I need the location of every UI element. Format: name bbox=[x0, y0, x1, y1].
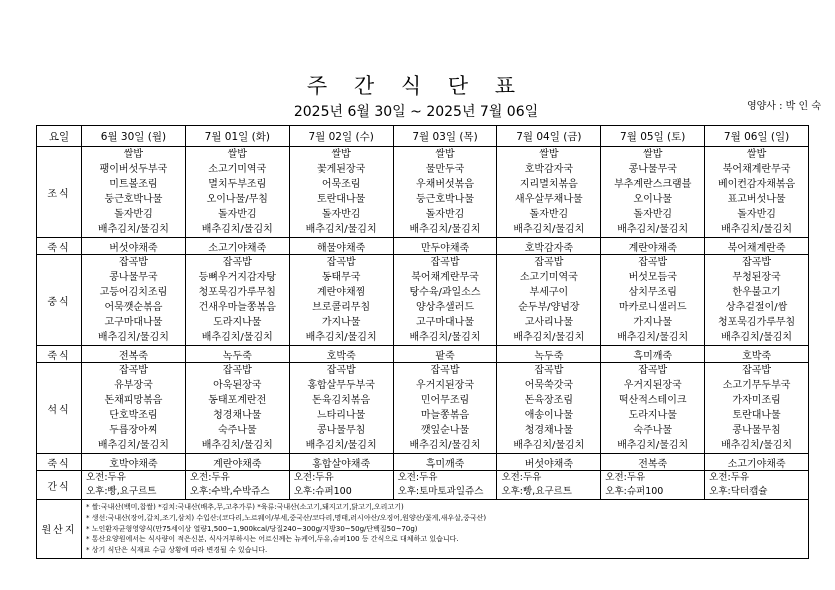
menu-item: 돌자반김 bbox=[737, 209, 776, 220]
menu-item: 어묵조림 bbox=[321, 179, 361, 190]
menu-item: 무청된장국 bbox=[732, 272, 781, 283]
menu-item: 소고기미역국 bbox=[208, 164, 267, 175]
menu-item: 가지나물 bbox=[321, 317, 361, 328]
menu-item: 쌀밥 bbox=[643, 149, 663, 160]
day-header-mon: 6월 30일 (월) bbox=[82, 126, 186, 147]
menu-item: 어묵깻순볶음 bbox=[104, 302, 163, 313]
menu-item: 배추김치/물김치 bbox=[617, 440, 689, 451]
menu-item: 잡곡밥 bbox=[742, 365, 772, 376]
origin-line: * 쌀:국내산(백미,찹쌀) *김치:국내산(배추,무,고추가루) *육류:국내산(소고기,돼지고기,닭고기,오리고기) bbox=[86, 503, 404, 511]
snack-item: 오후:슈퍼100 bbox=[605, 486, 664, 497]
snack-item: 오전:두유 bbox=[605, 472, 646, 483]
menu-item: 돌자반김 bbox=[217, 209, 257, 220]
weekly-menu-table bbox=[36, 125, 809, 559]
menu-cell bbox=[185, 255, 289, 346]
menu-item: 배추김치/물김치 bbox=[721, 332, 793, 343]
menu-item: 탕수육/과일소스 bbox=[409, 287, 481, 298]
menu-item: 잡곡밥 bbox=[638, 257, 668, 268]
menu-cell bbox=[601, 363, 705, 454]
menu-item: 둥근호박나물 bbox=[416, 194, 474, 205]
menu-item: 민어무조림 bbox=[420, 395, 470, 406]
menu-item: 토란대나물 bbox=[732, 410, 781, 421]
menu-item: 양상추샐러드 bbox=[416, 302, 474, 313]
menu-item: 청경채나물 bbox=[213, 410, 262, 421]
menu-item: 배추김치/물김치 bbox=[409, 224, 481, 235]
menu-item: 배추김치/물김치 bbox=[201, 224, 273, 235]
porridge-row bbox=[37, 454, 809, 471]
date-range: 2025년 6월 30일 ~ 2025년 7월 06일 bbox=[293, 104, 539, 120]
menu-item: 브로콜리무침 bbox=[312, 302, 371, 313]
menu-item: 느타리나물 bbox=[316, 410, 366, 421]
porridge-cell: 녹두죽 bbox=[497, 346, 601, 363]
snack-cell bbox=[393, 471, 497, 500]
menu-item: 마늘쫑볶음 bbox=[420, 410, 470, 421]
menu-item: 쌀밥 bbox=[227, 149, 247, 160]
menu-item: 버섯모듬국 bbox=[628, 272, 677, 283]
menu-item: 유부장국 bbox=[114, 380, 153, 391]
porridge-cell: 호박야채죽 bbox=[82, 454, 186, 471]
menu-item: 두릅장아찌 bbox=[109, 425, 158, 436]
menu-cell bbox=[185, 147, 289, 238]
porridge-cell: 흑미깨죽 bbox=[393, 454, 497, 471]
menu-item: 쌀밥 bbox=[435, 149, 455, 160]
menu-item: 애송이나물 bbox=[524, 410, 574, 421]
porridge-label: 죽식 bbox=[37, 238, 82, 255]
menu-item: 깻잎순나물 bbox=[420, 425, 470, 436]
menu-item: 숙주나물 bbox=[217, 425, 257, 436]
snack-item: 오후:빵,요구르트 bbox=[86, 486, 157, 497]
menu-cell bbox=[82, 363, 186, 454]
menu-cell bbox=[82, 255, 186, 346]
menu-item: 쌀밥 bbox=[123, 149, 144, 160]
menu-item: 순두부/양념장 bbox=[518, 302, 580, 313]
menu-item: 동태포계란전 bbox=[208, 395, 267, 406]
porridge-cell: 계란야채죽 bbox=[601, 238, 705, 255]
snack-item: 오후:토마토과일쥬스 bbox=[397, 486, 484, 497]
menu-item: 고사리나물 bbox=[524, 317, 574, 328]
snack-item: 오전:두유 bbox=[189, 472, 230, 483]
menu-item: 가자미조림 bbox=[732, 395, 781, 406]
porridge-cell: 만두야채죽 bbox=[393, 238, 497, 255]
porridge-cell: 북어채계란죽 bbox=[705, 238, 809, 255]
porridge-cell: 버섯야채죽 bbox=[82, 238, 186, 255]
menu-item: 우거지된장국 bbox=[416, 380, 474, 391]
snack-item: 오후:닥터캡슐 bbox=[709, 486, 768, 497]
porridge-cell: 홍합살야채죽 bbox=[289, 454, 393, 471]
menu-cell bbox=[497, 363, 601, 454]
porridge-cell: 전복죽 bbox=[82, 346, 186, 363]
origin-line: * 상기 식단은 식재료 수급 상황에 따라 변경될 수 있습니다. bbox=[86, 546, 268, 555]
menu-item: 청포묵김가루무침 bbox=[198, 287, 276, 298]
menu-item: 쌀밥 bbox=[331, 149, 351, 160]
menu-item: 돌자반김 bbox=[633, 209, 673, 220]
menu-item: 토란대나물 bbox=[316, 194, 366, 205]
snack-cell bbox=[185, 471, 289, 500]
menu-item: 돌자반김 bbox=[321, 209, 361, 220]
porridge-cell: 소고기야채죽 bbox=[185, 238, 289, 255]
snack-item: 오전:두유 bbox=[86, 472, 126, 483]
porridge-cell: 버섯야채죽 bbox=[497, 454, 601, 471]
menu-item: 잡곡밥 bbox=[222, 257, 252, 268]
menu-item: 새우살무채나물 bbox=[515, 194, 583, 205]
breakfast-label: 조식 bbox=[37, 147, 82, 238]
menu-item: 배추김치/물김치 bbox=[305, 332, 377, 343]
snack-cell bbox=[705, 471, 809, 500]
snack-cell bbox=[601, 471, 705, 500]
origin-label: 원산지 bbox=[37, 500, 82, 559]
menu-cell bbox=[393, 147, 497, 238]
menu-item: 배추김치/물김치 bbox=[97, 440, 169, 451]
menu-cell bbox=[705, 363, 809, 454]
menu-item: 배추김치/물김치 bbox=[513, 224, 585, 235]
menu-item: 잡곡밥 bbox=[222, 365, 252, 376]
menu-cell bbox=[705, 255, 809, 346]
menu-item: 호박감자국 bbox=[524, 164, 574, 175]
menu-item: 잡곡밥 bbox=[118, 365, 148, 376]
menu-item: 배추김치/물김치 bbox=[201, 440, 273, 451]
menu-item: 오이나물 bbox=[633, 194, 673, 205]
menu-item: 고구마대나물 bbox=[416, 317, 474, 328]
menu-item: 배추김치/물김치 bbox=[97, 332, 169, 343]
origin-line: * 노인환자균형영양식(만75세이상 열량1,500~1,900kcal/당질240~300g/지방30~50g/단백질50~70g) bbox=[86, 524, 418, 533]
menu-item: 단호박조림 bbox=[109, 410, 158, 421]
breakfast-row bbox=[37, 147, 809, 238]
snack-item: 오전:두유 bbox=[293, 472, 334, 483]
menu-item: 등뼈우거지감자탕 bbox=[198, 272, 276, 283]
porridge-row bbox=[37, 238, 809, 255]
menu-item: 돈육김치볶음 bbox=[312, 395, 371, 406]
menu-item: 동태무국 bbox=[321, 272, 361, 283]
menu-item: 소고기무두부국 bbox=[722, 380, 791, 391]
day-header-sat: 7월 05일 (토) bbox=[601, 126, 705, 147]
menu-cell bbox=[82, 147, 186, 238]
menu-cell bbox=[497, 147, 601, 238]
menu-item: 잡곡밥 bbox=[638, 365, 668, 376]
menu-cell bbox=[393, 255, 497, 346]
day-corner-label: 요일 bbox=[37, 126, 82, 147]
menu-item: 숙주나물 bbox=[633, 425, 673, 436]
menu-item: 마카로니샐러드 bbox=[618, 302, 687, 313]
lunch-row bbox=[37, 255, 809, 346]
menu-item: 배추김치/물김치 bbox=[97, 224, 169, 235]
snack-row bbox=[37, 471, 809, 500]
porridge-cell: 호박감자죽 bbox=[497, 238, 601, 255]
menu-item: 배추김치/물김치 bbox=[513, 440, 585, 451]
menu-item: 지리멸치볶음 bbox=[519, 179, 578, 190]
menu-cell bbox=[393, 363, 497, 454]
lunch-label: 중식 bbox=[37, 255, 82, 346]
menu-item: 잡곡밥 bbox=[430, 257, 460, 268]
menu-cell bbox=[289, 255, 393, 346]
menu-item: 배추김치/물김치 bbox=[721, 224, 793, 235]
day-header-wed: 7월 02일 (수) bbox=[289, 126, 393, 147]
day-header-row bbox=[37, 126, 809, 147]
menu-item: 부추계란스크램블 bbox=[614, 179, 692, 190]
porridge-row bbox=[37, 346, 809, 363]
menu-item: 잡곡밥 bbox=[118, 257, 148, 268]
day-header-tue: 7월 01일 (화) bbox=[185, 126, 289, 147]
porridge-cell: 흑미깨죽 bbox=[601, 346, 705, 363]
snack-item: 오후:빵,요구르트 bbox=[501, 486, 572, 497]
menu-item: 배추김치/물김치 bbox=[201, 332, 273, 343]
menu-item: 미트볼조림 bbox=[109, 179, 158, 190]
menu-item: 배추김치/물김치 bbox=[617, 224, 689, 235]
menu-cell bbox=[289, 363, 393, 454]
porridge-label: 죽식 bbox=[37, 346, 82, 363]
menu-item: 잡곡밥 bbox=[534, 257, 564, 268]
menu-cell bbox=[601, 147, 705, 238]
menu-item: 홍합살무두부국 bbox=[307, 380, 375, 391]
porridge-cell: 팥죽 bbox=[393, 346, 497, 363]
menu-item: 가지나물 bbox=[633, 317, 673, 328]
menu-item: 배추김치/물김치 bbox=[721, 440, 793, 451]
porridge-cell: 계란야채죽 bbox=[185, 454, 289, 471]
menu-item: 쌀밥 bbox=[539, 149, 559, 160]
origin-notes bbox=[82, 500, 809, 559]
menu-item: 청경채나물 bbox=[524, 425, 574, 436]
menu-item: 도라지나물 bbox=[213, 317, 262, 328]
origin-line: * 통산요양원에서는 식사량이 적은신분, 식사거부하시는 어르신께는 뉴케어,두유,슈퍼100 등 간식으로 대체하고 있습니다. bbox=[86, 535, 459, 544]
menu-item: 돌자반김 bbox=[529, 209, 569, 220]
page-title: 주 간 식 단 표 bbox=[306, 74, 526, 98]
menu-item: 어묵쑥갓국 bbox=[524, 380, 574, 391]
menu-item: 아욱된장국 bbox=[213, 380, 262, 391]
menu-item: 배추김치/물김치 bbox=[409, 440, 481, 451]
menu-item: 배추김치/물김치 bbox=[617, 332, 689, 343]
menu-item: 부세구이 bbox=[529, 287, 569, 298]
menu-item: 둥근호박나물 bbox=[104, 194, 163, 205]
snack-cell bbox=[289, 471, 393, 500]
menu-item: 콩나물무국 bbox=[628, 164, 677, 175]
menu-item: 꽃게된장국 bbox=[316, 164, 366, 175]
menu-cell bbox=[289, 147, 393, 238]
nutritionist-name: 영양사 : 박 인 숙 bbox=[746, 101, 821, 112]
dinner-row bbox=[37, 363, 809, 454]
day-header-fri: 7월 04일 (금) bbox=[497, 126, 601, 147]
porridge-cell: 전복죽 bbox=[601, 454, 705, 471]
menu-item: 물만두국 bbox=[425, 164, 465, 175]
menu-item: 소고기미역국 bbox=[519, 272, 578, 283]
porridge-cell: 녹두죽 bbox=[185, 346, 289, 363]
menu-item: 돈육장조림 bbox=[524, 395, 574, 406]
menu-item: 한우불고기 bbox=[732, 287, 781, 298]
menu-item: 북어채계란무국 bbox=[722, 164, 791, 175]
snack-item: 오전:두유 bbox=[397, 472, 438, 483]
menu-item: 팽이버섯두부국 bbox=[99, 164, 168, 175]
menu-item: 오이나물/무침 bbox=[206, 194, 268, 205]
menu-item: 떡산적스테이크 bbox=[618, 395, 687, 406]
origin-row bbox=[37, 500, 809, 559]
menu-item: 청포묵김가루무침 bbox=[717, 317, 796, 328]
porridge-cell: 호박죽 bbox=[705, 346, 809, 363]
menu-item: 고등어김치조림 bbox=[99, 287, 168, 298]
menu-item: 쌀밥 bbox=[746, 149, 767, 160]
menu-item: 베이컨감자채볶음 bbox=[717, 179, 796, 190]
menu-item: 상추겉절이/쌈 bbox=[725, 302, 788, 313]
dinner-label: 석식 bbox=[37, 363, 82, 454]
menu-item: 잡곡밥 bbox=[430, 365, 460, 376]
snack-item: 오후:슈퍼100 bbox=[293, 486, 352, 497]
menu-item: 돌자반김 bbox=[114, 209, 153, 220]
menu-item: 돈채피망볶음 bbox=[104, 395, 163, 406]
menu-item: 배추김치/물김치 bbox=[305, 224, 377, 235]
menu-item: 고구마대나물 bbox=[104, 317, 163, 328]
menu-cell bbox=[497, 255, 601, 346]
menu-item: 콩나물무침 bbox=[732, 425, 781, 436]
origin-line: * 생선:국내산(장어,갈치,조기,삼치) 수입산:(코다리,노르웨이/부세,중국산/코다리,명태,러시아산/오징어,원양산/꽃게,새우살,중국산) bbox=[86, 513, 487, 522]
menu-item: 삼치무조림 bbox=[628, 287, 677, 298]
day-header-sun: 7월 06일 (일) bbox=[705, 126, 809, 147]
menu-item: 콩나물무국 bbox=[109, 272, 158, 283]
snack-cell bbox=[82, 471, 186, 500]
snack-cell bbox=[497, 471, 601, 500]
menu-item: 건새우마늘쫑볶음 bbox=[198, 302, 276, 313]
snack-label: 간식 bbox=[37, 471, 82, 500]
porridge-cell: 호박죽 bbox=[289, 346, 393, 363]
snack-item: 오전:두유 bbox=[709, 472, 750, 483]
menu-item: 멸치두부조림 bbox=[208, 179, 267, 190]
menu-item: 도라지나물 bbox=[628, 410, 677, 421]
menu-item: 배추김치/물김치 bbox=[513, 332, 585, 343]
menu-item: 잡곡밥 bbox=[326, 257, 356, 268]
menu-item: 우거지된장국 bbox=[623, 380, 682, 391]
porridge-cell: 해물야채죽 bbox=[289, 238, 393, 255]
menu-item: 표고버섯나물 bbox=[727, 194, 786, 205]
menu-item: 배추김치/물김치 bbox=[409, 332, 481, 343]
menu-item: 잡곡밥 bbox=[742, 257, 772, 268]
snack-item: 오후:수박,수박쥬스 bbox=[189, 486, 270, 497]
porridge-cell: 소고기야채죽 bbox=[705, 454, 809, 471]
menu-cell bbox=[185, 363, 289, 454]
menu-item: 계란야채찜 bbox=[316, 287, 366, 298]
menu-item: 돌자반김 bbox=[425, 209, 465, 220]
snack-item: 오전:두유 bbox=[501, 472, 542, 483]
menu-item: 잡곡밥 bbox=[326, 365, 356, 376]
menu-item: 배추김치/물김치 bbox=[305, 440, 377, 451]
menu-item: 북어채계란무국 bbox=[411, 272, 479, 283]
porridge-label: 죽식 bbox=[37, 454, 82, 471]
menu-item: 콩나물무침 bbox=[316, 425, 366, 436]
menu-item: 잡곡밥 bbox=[534, 365, 564, 376]
menu-cell bbox=[601, 255, 705, 346]
menu-item: 우채버섯볶음 bbox=[416, 179, 474, 190]
menu-cell bbox=[705, 147, 809, 238]
day-header-thu: 7월 03일 (목) bbox=[393, 126, 497, 147]
